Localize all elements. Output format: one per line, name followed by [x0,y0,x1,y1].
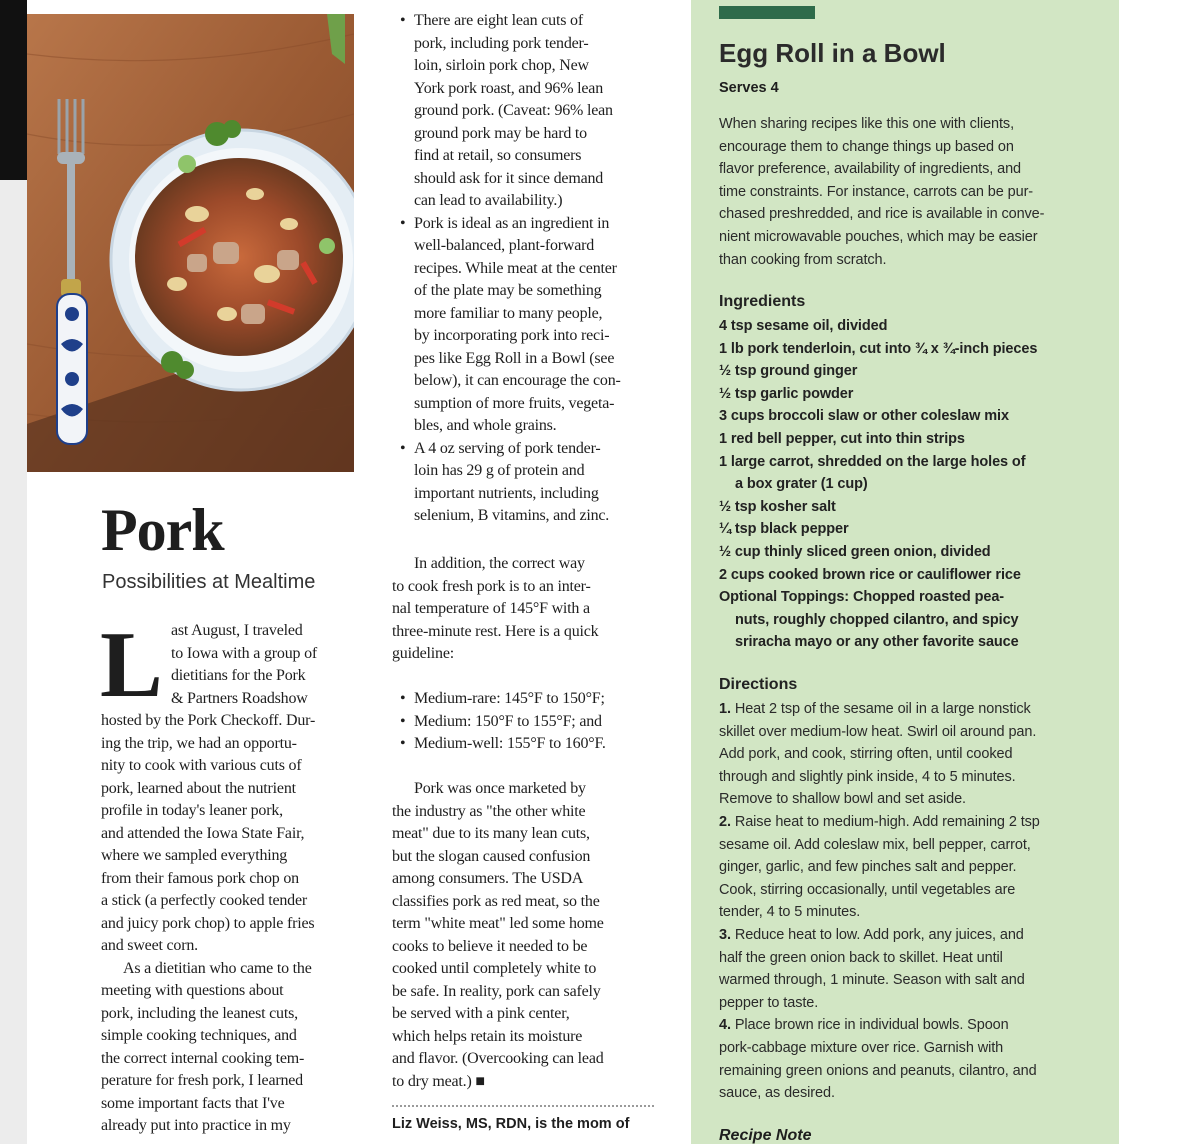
text-line: In addition, the correct way [414,555,585,572]
text-line: Cook, stirring occasionally, until vegetables are [719,881,1016,898]
text-line: ing the trip, we had an opportu- [101,734,297,752]
text-line: pork, learned about the nutrient [101,779,296,797]
text-line: warmed through, 1 minute. Season with salt and [719,972,1025,989]
text-line: Add pork, and cook, stirring often, until cooked [719,746,1013,763]
text-line: more familiar to many people, [414,304,603,322]
text-line: When sharing recipes like this one with clients, [719,116,1015,132]
text-line: be served with a pink center, [392,1005,570,1022]
text-line: be safe. In reality, pork can safely [392,982,601,1000]
step-line [719,811,1040,834]
ingredient-item: 4 tsp sesame oil, divided [719,318,888,334]
text-line: • Medium-well: 155°F to 160°F. [414,735,606,752]
text-line: nient microwavable pouches, which may be easier [719,228,1038,245]
text-line: loin, sirloin pork chop, New [414,57,589,74]
text-line: a stick (a perfectly cooked tender [101,892,307,909]
text-line: well-balanced, plant-forward [414,237,595,254]
ingredients-heading: Ingredients [719,293,806,310]
directions-list [719,698,1040,1105]
drop-cap: L [100,613,163,717]
text-line: hosted by the Pork Checkoff. Dur- [101,712,316,729]
text-line: to Iowa with a group of [171,644,318,662]
text-line: nity to cook with various cuts of [101,757,302,774]
text-line: Pork was once marketed by [414,780,586,797]
text-line: ginger, garlic, and few pinches salt and pepper. [719,859,1017,876]
text-line: and juicy pork chop) to apple fries [101,914,315,932]
text-line: term "white meat" led some home [392,915,604,932]
text-line: and attended the Iowa State Fair, [101,824,305,842]
text-line: ground pork may be hard to [414,124,587,142]
text-line: tender, 4 to 5 minutes. [719,904,861,921]
panel-tab [719,6,815,19]
text-line: the correct internal cooking tem- [101,1049,305,1067]
text-line: • There are eight lean cuts of [414,12,583,29]
body-paragraph-1 [101,710,315,1138]
bullet-item [396,213,621,438]
step-number: 2. [719,813,731,830]
text-line: find at retail, so consumers [414,147,582,164]
text-line: the industry as "the other white [392,802,586,820]
ingredient-item: 2 cups cooked brown rice or cauliflower rice [719,566,1021,583]
text-line: guideline: [392,645,454,662]
text-line: simple cooking techniques, and [101,1027,297,1044]
closing-paragraph [392,778,604,1093]
text-line: classifies pork as red meat, so the [392,892,600,910]
text-line: skillet over medium-low heat. Swirl oil around pan. [719,723,1037,740]
text-line: • Medium: 150°F to 155°F; and [414,712,602,730]
text-line: through and slightly pink inside, 4 to 5 minutes. [719,768,1016,785]
text-line: pork-cabbage mixture over rice. Garnish with [719,1039,1004,1056]
text-line: York pork roast, and 96% lean [414,79,603,97]
text-line: and sweet corn. [101,937,198,954]
text-line: meat" due to its many lean cuts, [392,825,590,842]
text-line: can lead to availability.) [414,192,563,209]
text-line: ast August, I traveled [171,622,303,639]
text-line: pes like Egg Roll in a Bowl (see [414,349,615,367]
directions-heading: Directions [719,676,798,693]
intro-lines [171,620,317,710]
text-line: of the plate may be something [414,282,602,299]
bullet-item [396,10,621,213]
temperature-item [396,688,606,711]
text-line: Raise heat to medium-high. Add remaining 2 tsp [734,813,1040,830]
text-line: time constraints. For instance, carrots can be pur- [719,183,1034,200]
step-line [719,698,1040,721]
text-line: Remove to shallow bowl and set aside. [719,791,966,808]
text-line: As a dietitian who came to the [123,959,312,977]
text-line: sumption of more fruits, vegeta- [414,394,615,412]
text-line: • Medium-rare: 145°F to 150°F; [414,690,605,707]
ingredient-item: Optional Toppings: Chopped roasted pea- [719,589,1005,606]
temperature-list [396,688,606,756]
text-line: below), it can encourage the con- [414,372,621,389]
text-line: & Partners Roadshow [171,689,308,707]
ingredient-item: 3 cups broccoli slaw or other coleslaw mix [719,408,1009,425]
recipe-title: Egg Roll in a Bowl [719,38,946,68]
text-line: encourage them to change things up based on [719,138,1014,155]
step-line [719,924,1040,947]
ingredient-item: nuts, roughly chopped cilantro, and spicy [735,611,1019,628]
step-line [719,1014,1040,1037]
text-line: where we sampled everything [101,847,288,864]
text-line: pork, including the leanest cuts, [101,1004,298,1022]
ingredient-item: ½ tsp ground ginger [719,363,858,380]
text-line: bles, and whole grains. [414,417,557,434]
text-line: • Pork is ideal as an ingredient in [414,214,610,232]
temperature-item [396,711,606,734]
text-line: among consumers. The USDA [392,870,584,887]
recipe-note-heading: Recipe Note [719,1127,812,1144]
text-line: Place brown rice in individual bowls. Spoon [734,1017,1009,1034]
text-line: • A 4 oz serving of pork tender- [414,439,601,457]
step-number: 1. [719,701,731,717]
text-line: loin has 29 g of protein and [414,462,585,479]
text-line: from their famous pork chop on [101,869,299,887]
text-line: recipes. While meat at the center [414,259,617,277]
text-line: should ask for it since demand [414,169,604,187]
text-line: and flavor. (Overcooking can lead [392,1050,604,1067]
text-line: but the slogan caused confusion [392,847,591,865]
text-line: selenium, B vitamins, and zinc. [414,507,610,524]
ingredient-item: ¼ tsp black pepper [719,521,849,538]
text-line: sauce, as desired. [719,1085,835,1102]
ingredient-item: ½ tsp garlic powder [719,385,854,402]
ingredient-item: 1 large carrot, shredded on the large holes of [719,453,1026,470]
text-line: by incorporating pork into reci- [414,327,610,344]
page-edge-dark [0,0,27,180]
text-line: nal temperature of 145°F with a [392,600,590,617]
step-number: 3. [719,926,731,943]
text-line: Heat 2 tsp of the sesame oil in a large nonstick [734,701,1031,717]
text-line: profile in today's leaner pork, [101,802,283,819]
text-line: cooked until completely white to [392,960,597,977]
temperature-paragraph [392,553,598,666]
text-line: meeting with questions about [101,982,284,999]
text-line: chased preshredded, and rice is available in conve- [719,206,1045,223]
text-line: ground pork. (Caveat: 96% lean [414,102,613,119]
text-line: cooks to believe it needed to be [392,937,588,955]
text-line: perature for fresh pork, I learned [101,1072,303,1089]
text-line: dietitians for the Pork [171,667,306,684]
text-line: three-minute rest. Here is a quick [392,622,599,640]
text-line: pork, including pork tender- [414,34,589,52]
text-line: half the green onion back to skillet. Heat until [719,949,1003,966]
text-line: important nutrients, including [414,484,599,502]
ingredient-item: sriracha mayo or any other favorite sauce [735,634,1019,651]
ingredient-item: 1 lb pork tenderloin, cut into ¾ x ¾-inch pieces [719,340,1038,357]
text-line: to cook fresh pork is to an inter- [392,577,591,595]
article-subtitle: Possibilities at Mealtime [102,571,316,593]
text-line: than cooking from scratch. [719,251,887,268]
recipe-intro [719,113,1044,271]
text-line: sesame oil. Add coleslaw mix, bell pepper, carrot, [719,836,1031,853]
text-line: some important facts that I've [101,1094,285,1112]
author-bio: Liz Weiss, MS, RDN, is the mom of [392,1116,630,1132]
text-line: already put into practice in my [101,1117,291,1134]
bio-divider [392,1105,654,1107]
text-line: flavor preference, availability of ingredients, and [719,161,1021,178]
recipe-serves: Serves 4 [719,80,779,96]
text-line: which helps retain its moisture [392,1027,583,1045]
ingredient-item: a box grater (1 cup) [735,476,868,493]
ingredient-item: ½ tsp kosher salt [719,498,836,515]
temperature-item [396,733,606,756]
text-line: Reduce heat to low. Add pork, any juices, and [734,926,1024,943]
text-line: pepper to taste. [719,994,819,1011]
food-photo [27,14,354,472]
text-line: remaining green onions and peanuts, cilantro, and [719,1062,1037,1079]
step-number: 4. [719,1017,731,1034]
ingredient-item: ½ cup thinly sliced green onion, divided [719,543,991,560]
text-line: to dry meat.) ■ [392,1072,485,1090]
fact-bullets [396,10,621,528]
article-title: Pork [101,497,224,563]
ingredients-list [719,315,1037,654]
bullet-item [396,438,621,528]
ingredient-item: 1 red bell pepper, cut into thin strips [719,430,965,447]
